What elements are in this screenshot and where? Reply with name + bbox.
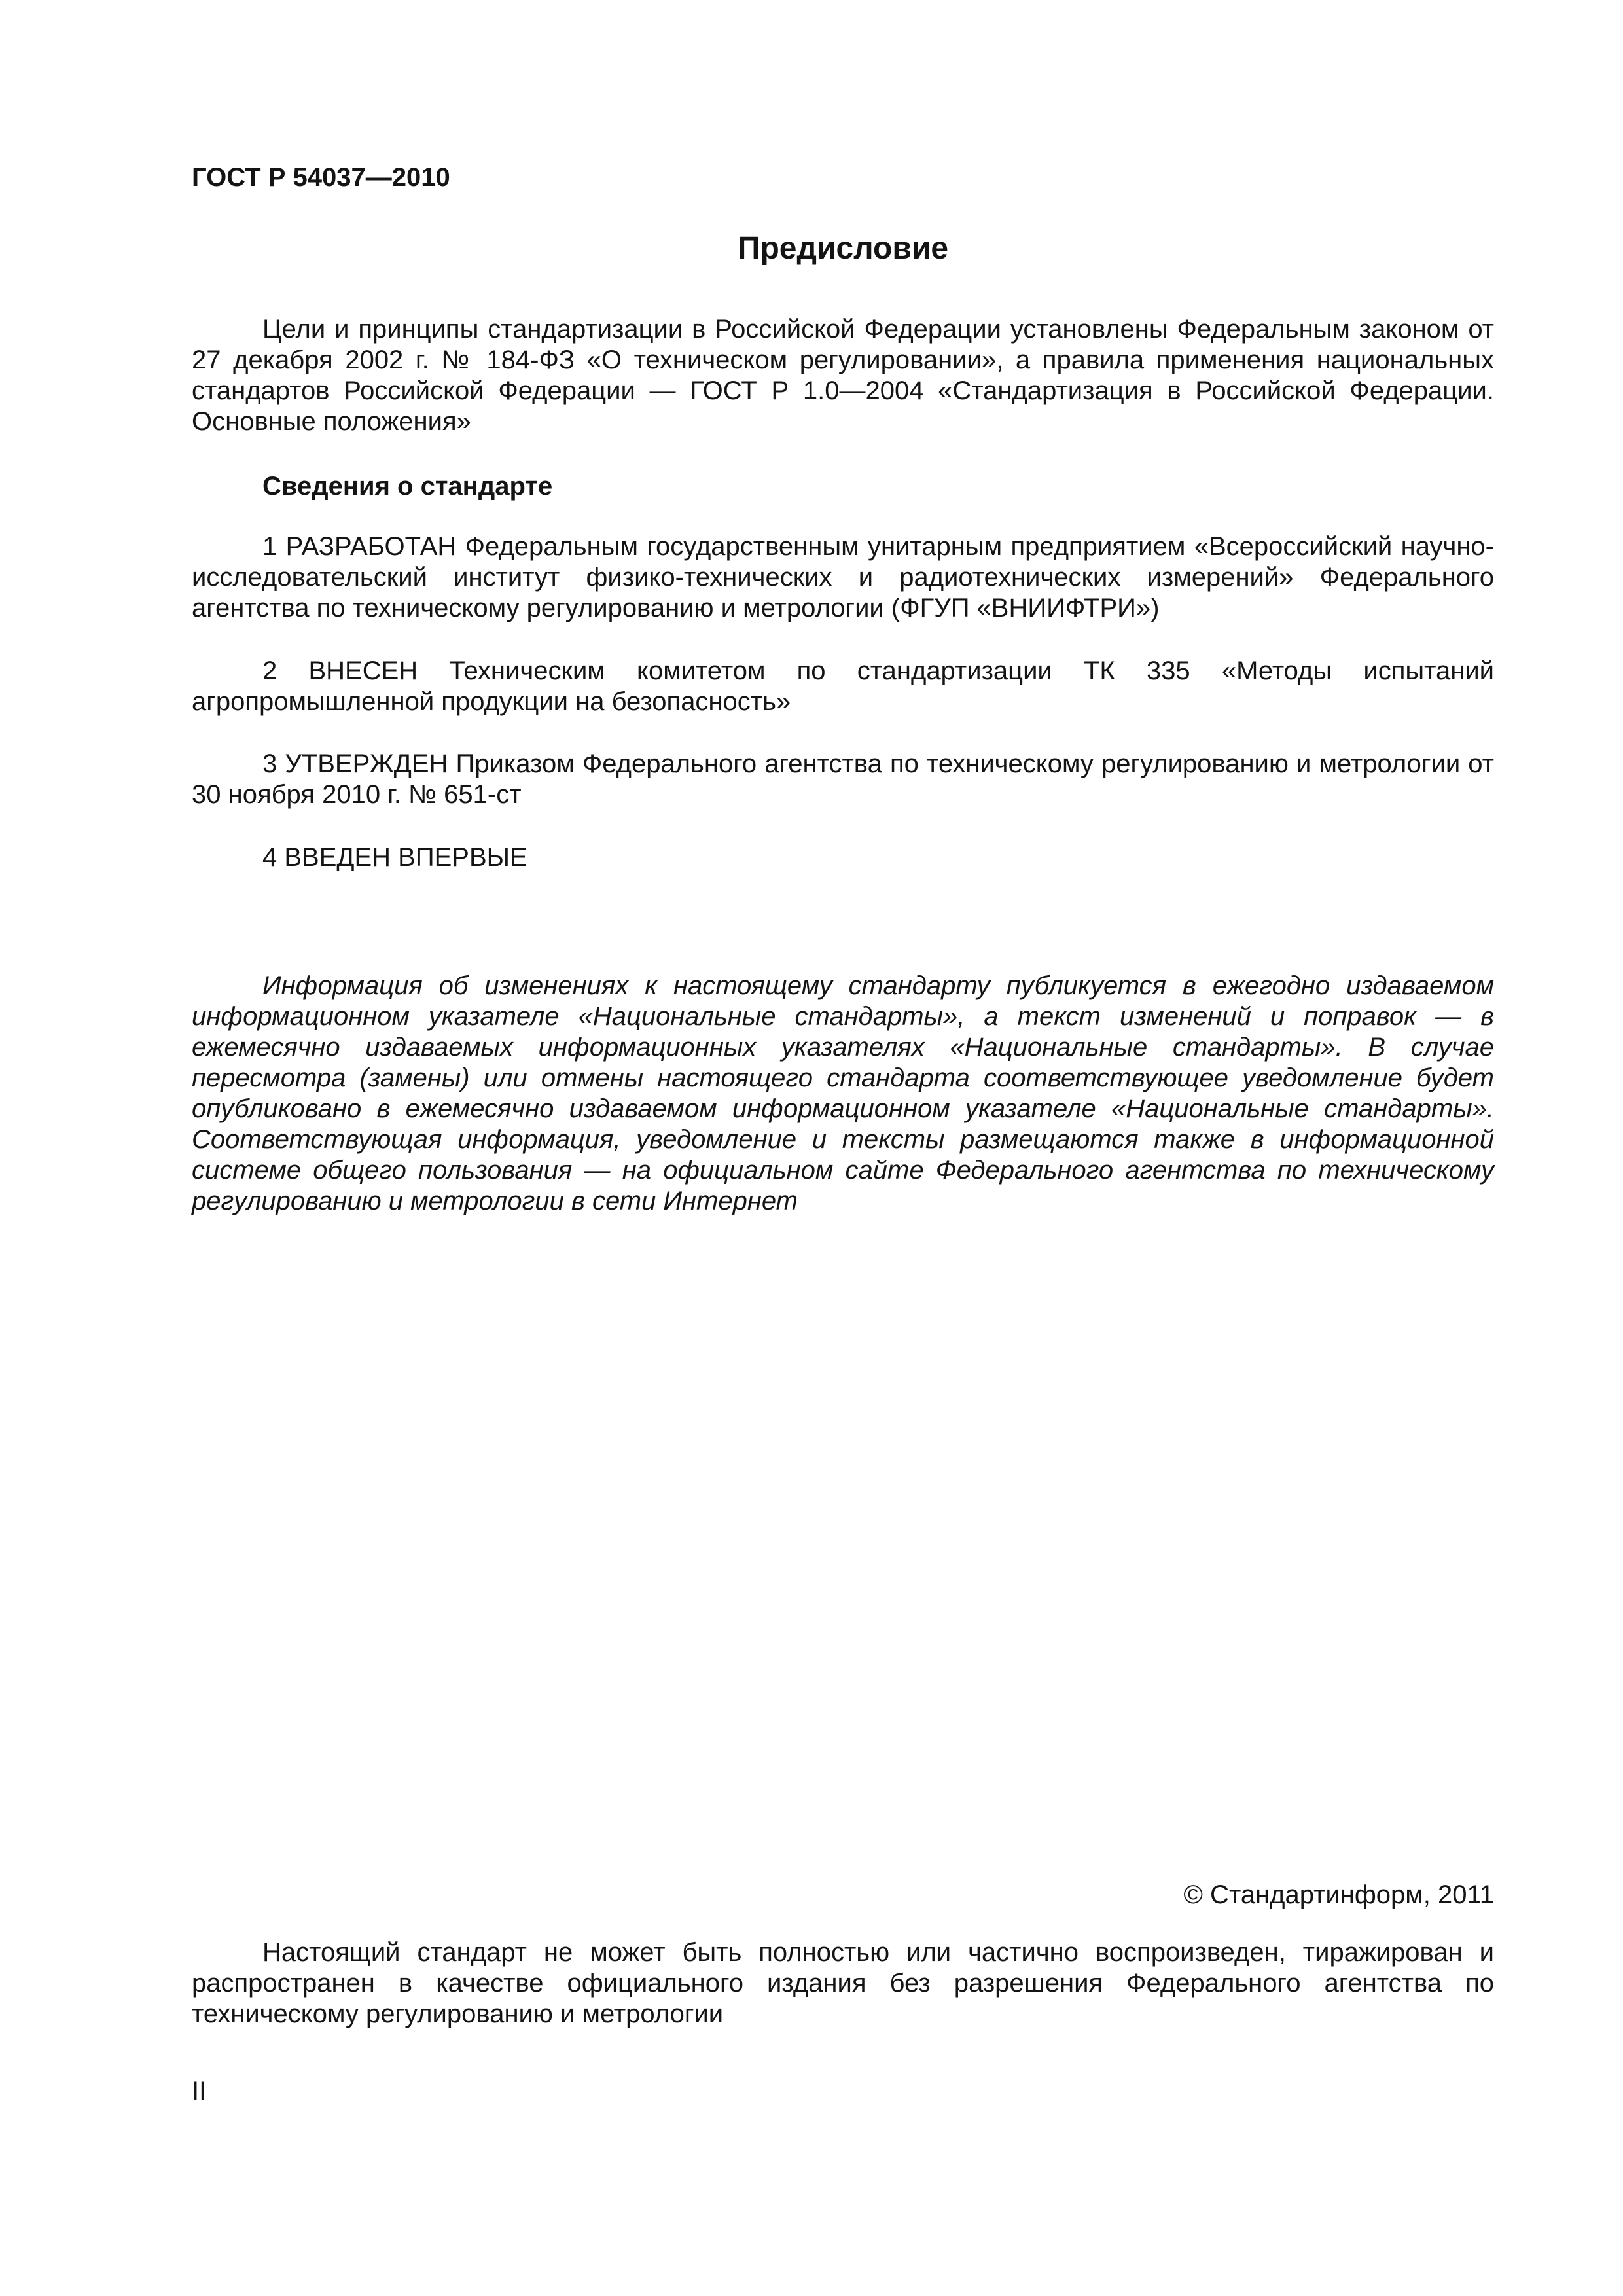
reproduction-notice: Настоящий стандарт не может быть полностью или частично воспроизведен, тиражирован и распространен в качестве официального издания без разрешения Федерального агентства по техническому регулированию и метрологии xyxy=(192,1938,1494,2028)
change-info-paragraph: Информация об изменениях к настоящему стандарту публикуется в ежегодно издаваемом информационном указателе «Национальные стандарты», а текст изменений и поправок — в ежемесячно издаваемых информационных указателях «Национальные стандарты». В случае пересмотра (замены) или отмены настоящего стандарта соответствующее уведомление будет опубликовано в ежемесячно издаваемом информационном указателе «Национальные стандарты». Соответствующая информация, уведомление и тексты размещаются также в информационной системе общего пользования — на официальном сайте Федерального агентства по техническому регулированию и метрологии в сети Интернет xyxy=(192,971,1494,1215)
page-title: Предисловие xyxy=(737,231,949,266)
section-heading: Сведения о стандарте xyxy=(262,472,553,501)
standard-info-item: 1 РАЗРАБОТАН Федеральным государственным унитарным предприятием «Всероссийский научно-исследовательский институт физико-технических и радиотехнических измерений» Федерального агентства по техническому регулированию и метрологии (ФГУП «ВНИИФТРИ») xyxy=(192,532,1494,622)
intro-paragraph: Цели и принципы стандартизации в Российской Федерации установлены Федеральным законом от 27 декабря 2002 г. № 184-ФЗ «О техническом регулировании», а правила применения национальных стандартов Российской Федерации — ГОСТ Р 1.0—2004 «Стандартизация в Российской Федерации. Основные положения» xyxy=(192,315,1494,436)
document-designation: ГОСТ Р 54037—2010 xyxy=(192,163,450,192)
standard-info-item: 2 ВНЕСЕН Техническим комитетом по стандартизации ТК 335 «Методы испытаний агропромышленной продукции на безопасность» xyxy=(192,656,1494,716)
copyright-line: © Стандартинформ, 2011 xyxy=(1183,1880,1494,1909)
standard-info-item: 3 УТВЕРЖДЕН Приказом Федерального агентства по техническому регулированию и метрологии от 30 ноября 2010 г. № 651-ст xyxy=(192,749,1494,809)
standard-info-item: 4 ВВЕДЕН ВПЕРВЫЕ xyxy=(262,843,527,872)
page-number: II xyxy=(192,2077,207,2106)
